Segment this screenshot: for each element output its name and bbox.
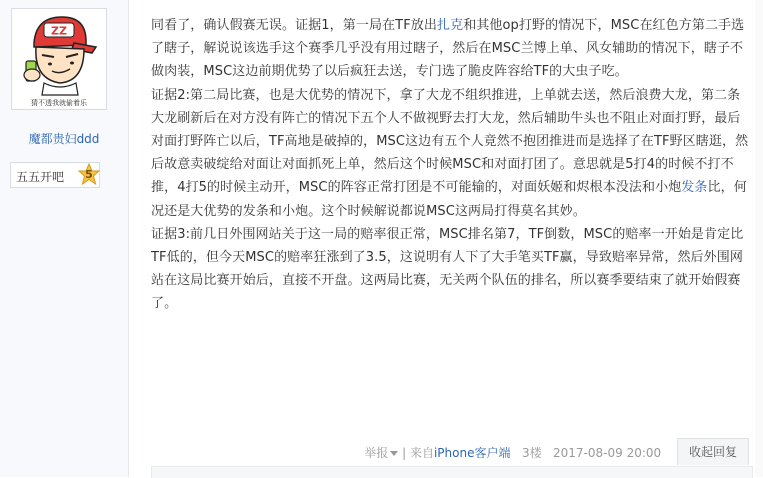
post-text: 同看了，确认假赛无误。证据1，第一局在TF放出 [151, 18, 437, 33]
keyword-link[interactable]: 发条 [681, 180, 708, 196]
post-paragraph [151, 84, 751, 223]
post-text: 比，何况还是大优势的发条和小炮。这个时候解说都说MSC这两局打得莫名其妙。 [151, 180, 747, 219]
svg-text:猜不透我就偷着乐: 猜不透我就偷着乐 [31, 99, 87, 107]
floor-number: 3楼 [521, 446, 542, 460]
forum-badge-name: 五五开吧 [16, 170, 65, 184]
scrollbar[interactable] [755, 0, 763, 477]
post-text: 证据2:第二局比赛，也是大优势的情况下，拿了大龙不组织推进，上单就去送，然后浪费大龙，第二条大龙刷新后在对方没有阵亡的情况下五个人不做视野去打大龙，然后辅助牛头也不阻止对面打野，最后对面打野阵亡以后，TF高地是破掉的，MSC这边有五个人竟然不抱团推进而是选择了在TF野区瞎逛，然后故意卖破绽给对面让对面抓死上单，然后这个时候MSC和对面打团了。意思就是5打4的时候不打不推，4打5的时候主动开，MSC的阵容正常打团是不可能输的，对面妖姬和烬根本没法和小炮 [151, 87, 749, 196]
collapse-reply-button[interactable]: 收起回复 [677, 438, 749, 465]
post-paragraph [151, 223, 751, 316]
author-username[interactable]: 魔都贵妇ddd [28, 132, 100, 146]
post-paragraph [151, 14, 751, 84]
forum-level-number: 5 [85, 168, 93, 181]
avatar-cartoon-icon [12, 9, 106, 109]
avatar[interactable] [11, 8, 107, 110]
post-text: 证据3:前几日外围网站关于这一局的赔率很正常，MSC排名第7，TF倒数，MSC的赔率一开始是肯定比TF低的，但今天MSC的赔率狂涨到了3.5，这说明有人下了大手笔买TF赢，导致赔率异常，然后外围网站在这局比赛开始后，直接不开盘。这两局比赛，无关两个队伍的排名，所以赛季要结束了就开始假赛了。 [151, 226, 744, 312]
keyword-link[interactable]: 扎克 [437, 18, 464, 33]
caret-down-icon [390, 451, 398, 456]
source-prefix: 来自 [409, 446, 434, 460]
footer-divider: | [402, 446, 410, 460]
svg-text:ZZ: ZZ [51, 24, 67, 38]
author-sidebar [0, 0, 129, 477]
reply-area [151, 466, 753, 478]
post-timestamp: 2017-08-09 20:00 [553, 446, 662, 460]
report-link[interactable]: 举报 [364, 446, 398, 460]
post-content [151, 14, 751, 316]
post-text: 和其他op打野的情况下，MSC在红色方第二手选了瞎子，解说说该选手这个赛季几乎没有用过瞎子，然后在MSC兰博上单、风女辅助的情况下，瞎子不做肉装，MSC这边前期优势了以后疯狂去送，专门选了脆皮阵容给TF的大虫子吃。 [151, 18, 745, 80]
forum-badge[interactable] [10, 162, 100, 188]
client-link[interactable]: iPhone客户端 [433, 446, 511, 460]
